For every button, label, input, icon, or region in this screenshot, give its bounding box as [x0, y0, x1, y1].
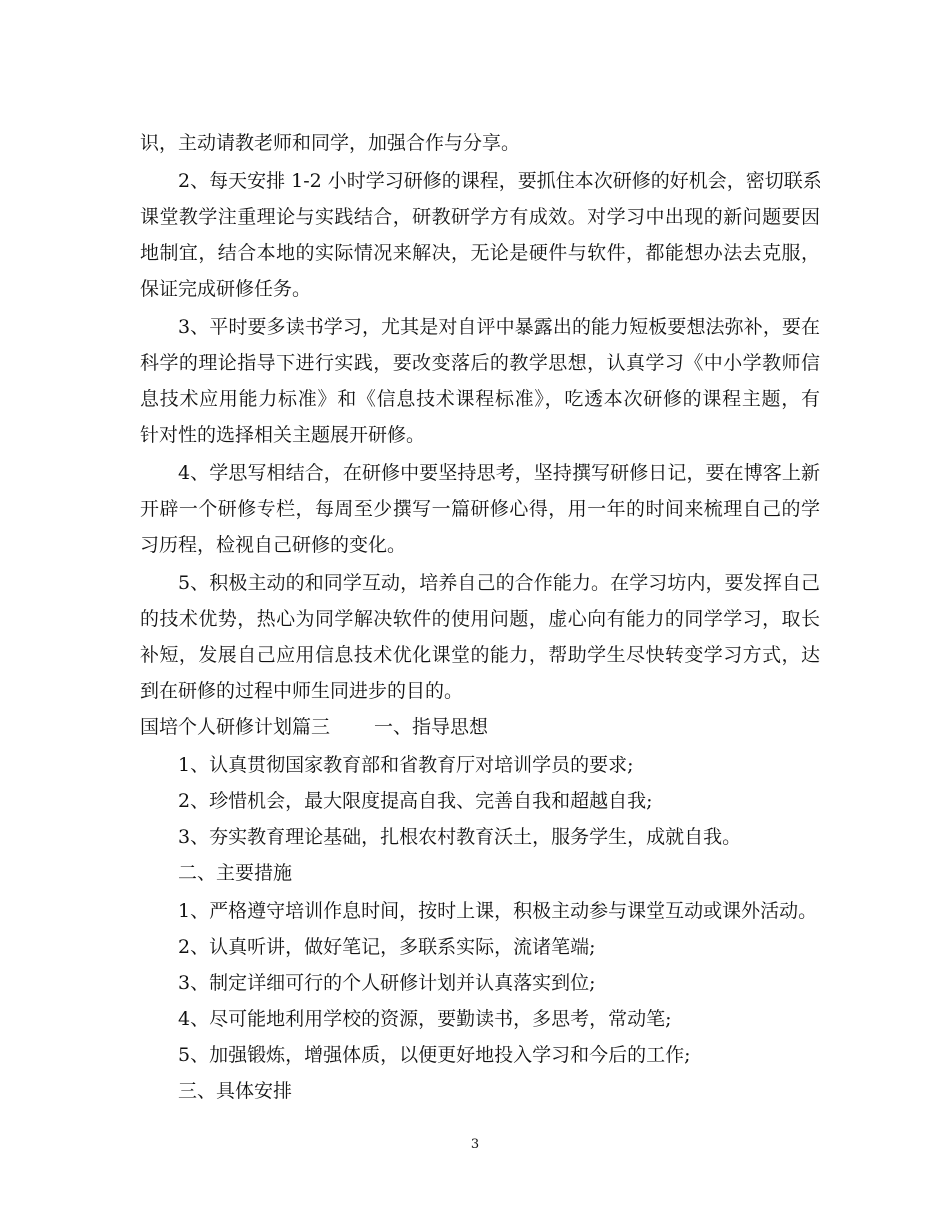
paragraph-line: 4、学思写相结合，在研修中要坚持思考，坚持撰写研修日记，要在博客上新 — [178, 462, 820, 484]
section-heading — [140, 715, 488, 739]
paragraph-line: 3、平时要多读书学习，尤其是对自评中暴露出的能力短板要想法弥补，要在 — [178, 316, 820, 338]
paragraph-line: 课堂教学注重理论与实践结合，研教研学方有成效。对学习中出现的新问题要因 — [140, 206, 820, 228]
paragraph-line: 2、每天安排 1-2 小时学习研修的课程，要抓住本次研修的好机会，密切联系 — [178, 170, 822, 192]
paragraph-line: 补短，发展自己应用信息技术优化课堂的能力，帮助学生尽快转变学习方式，达 — [140, 644, 820, 666]
subsection-heading: 三、具体安排 — [178, 1080, 293, 1102]
paragraph-line: 的技术优势，热心为同学解决软件的使用问题，虚心向有能力的同学学习，取长 — [140, 608, 820, 630]
list-item: 5、加强锻炼，增强体质，以便更好地投入学习和今后的工作; — [178, 1044, 691, 1066]
section-title: 国培个人研修计划篇三 — [140, 716, 331, 738]
subsection-heading: 二、主要措施 — [178, 862, 293, 884]
list-item: 2、认真听讲，做好笔记，多联系实际，流诸笔端; — [178, 936, 596, 958]
section-subtitle: 一、指导思想 — [374, 716, 489, 738]
paragraph-line: 到在研修的过程中师生同进步的目的。 — [140, 680, 464, 702]
paragraph-line: 地制宜，结合本地的实际情况来解决，无论是硬件与软件，都能想办法去克服， — [140, 242, 820, 264]
paragraph-line: 识，主动请教老师和同学，加强合作与分享。 — [140, 132, 521, 154]
list-item: 4、尽可能地利用学校的资源，要勤读书，多思考，常动笔; — [178, 1008, 672, 1030]
list-item: 3、夯实教育理论基础，扎根农村教育沃土，服务学生，成就自我。 — [178, 826, 742, 848]
paragraph-line: 针对性的选择相关主题展开研修。 — [140, 424, 426, 446]
paragraph-line: 息技术应用能力标准》和《信息技术课程标准》，吃透本次研修的课程主题，有 — [140, 388, 820, 410]
paragraph-line: 科学的理论指导下进行实践，要改变落后的教学思想，认真学习《中小学教师信 — [140, 352, 820, 374]
list-item: 1、严格遵守培训作息时间，按时上课，积极主动参与课堂互动或课外活动。 — [178, 900, 818, 922]
page-number: 3 — [470, 1137, 480, 1152]
list-item: 2、珍惜机会，最大限度提高自我、完善自我和超越自我; — [178, 790, 653, 812]
paragraph-line: 习历程，检视自己研修的变化。 — [140, 534, 407, 556]
paragraph-line: 开辟一个研修专栏，每周至少撰写一篇研修心得，用一年的时间来梳理自己的学 — [140, 498, 820, 520]
list-item: 1、认真贯彻国家教育部和省教育厅对培训学员的要求; — [178, 754, 634, 776]
paragraph-line: 保证完成研修任务。 — [140, 278, 312, 300]
list-item: 3、制定详细可行的个人研修计划并认真落实到位; — [178, 972, 596, 994]
paragraph-line: 5、积极主动的和同学互动，培养自己的合作能力。在学习坊内，要发挥自己 — [178, 572, 820, 594]
